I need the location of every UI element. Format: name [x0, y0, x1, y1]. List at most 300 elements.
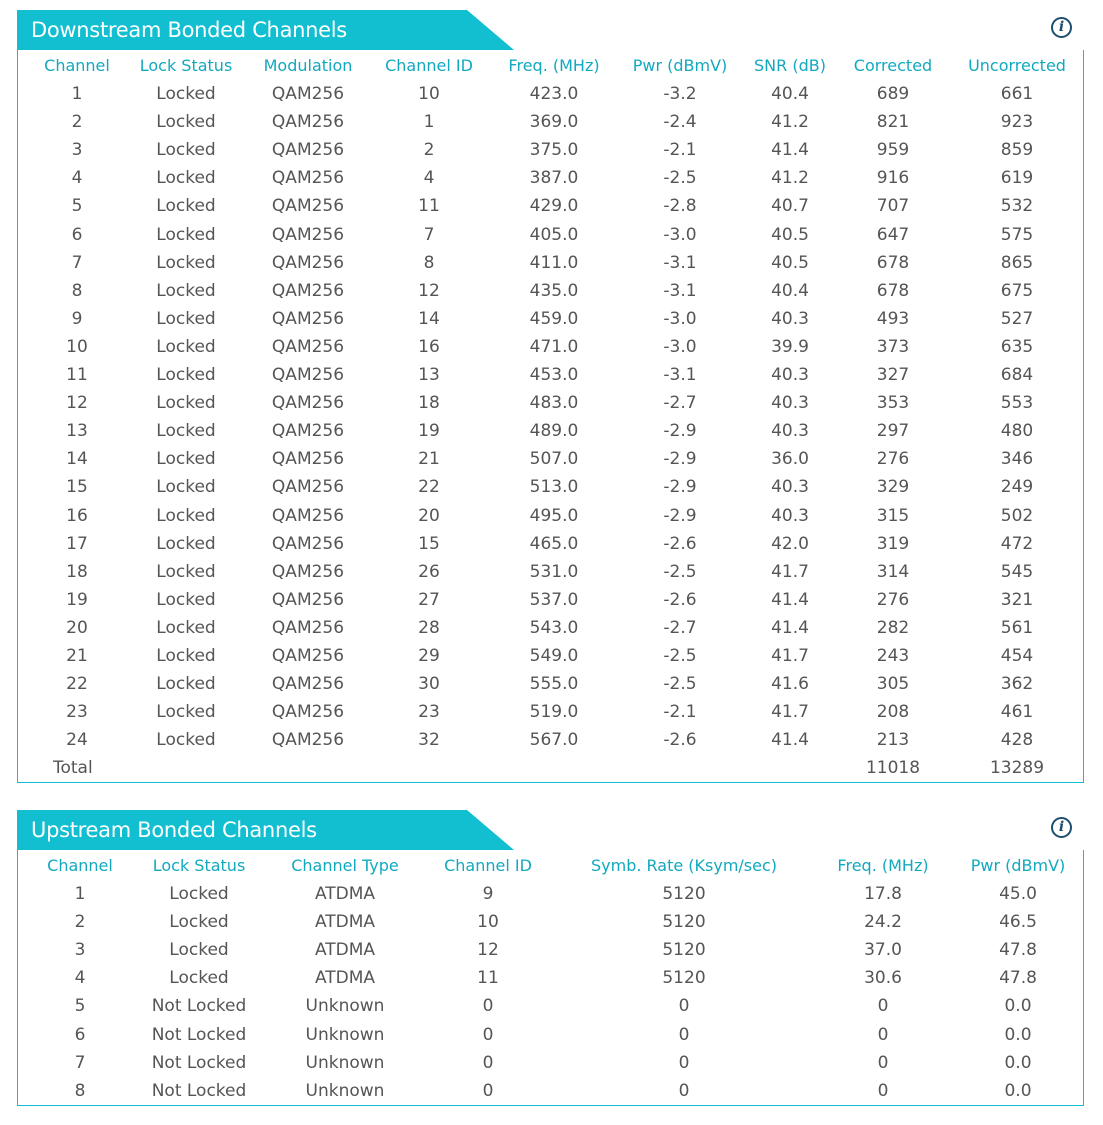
- table-cell: 0: [877, 996, 889, 1017]
- upstream-column-header: Pwr (dBmV): [970, 856, 1066, 875]
- table-cell: QAM256: [271, 730, 345, 751]
- table-row: [18, 221, 1085, 249]
- table-cell: 22: [66, 674, 88, 695]
- table-cell: -2.7: [663, 393, 697, 414]
- table-cell: -2.5: [663, 561, 697, 582]
- total-corrected: 11018: [865, 758, 921, 779]
- table-cell: Locked: [156, 308, 216, 329]
- table-cell: -2.6: [663, 533, 697, 554]
- table-cell: 41.4: [771, 617, 809, 638]
- table-cell: 678: [876, 252, 910, 273]
- table-cell: 22: [418, 477, 440, 498]
- upstream-header: [17, 810, 1084, 850]
- table-cell: 0: [482, 1024, 494, 1045]
- upstream-title: Upstream Bonded Channels: [31, 818, 317, 842]
- table-cell: ATDMA: [314, 968, 376, 989]
- table-cell: QAM256: [271, 365, 345, 386]
- table-cell: 10: [418, 84, 440, 105]
- table-cell: 553: [1000, 393, 1034, 414]
- table-cell: Not Locked: [151, 1052, 247, 1073]
- table-cell: Locked: [156, 336, 216, 357]
- table-cell: 8: [74, 1080, 86, 1101]
- table-cell: QAM256: [271, 168, 345, 189]
- table-cell: 14: [66, 449, 88, 470]
- table-cell: 435.0: [529, 280, 579, 301]
- table-cell: 527: [1000, 308, 1034, 329]
- table-row: [18, 192, 1085, 220]
- table-cell: QAM256: [271, 477, 345, 498]
- table-cell: -2.5: [663, 674, 697, 695]
- table-cell: Unknown: [305, 1052, 385, 1073]
- table-row: [18, 936, 1085, 964]
- table-cell: QAM256: [271, 617, 345, 638]
- table-cell: 41.7: [771, 645, 809, 666]
- table-cell: 40.5: [771, 224, 809, 245]
- downstream-panel: [17, 10, 1084, 783]
- table-cell: -2.9: [663, 449, 697, 470]
- table-cell: 15: [418, 533, 440, 554]
- table-cell: 282: [876, 617, 910, 638]
- table-cell: 428: [1000, 730, 1034, 751]
- table-row: [18, 908, 1085, 936]
- table-cell: 0.0: [1004, 1052, 1032, 1073]
- table-cell: 319: [876, 533, 910, 554]
- table-cell: 7: [74, 1052, 86, 1073]
- table-row: [18, 473, 1085, 501]
- table-cell: 8: [423, 252, 435, 273]
- table-cell: 0: [482, 996, 494, 1017]
- table-cell: 531.0: [529, 561, 579, 582]
- table-cell: 17: [66, 533, 88, 554]
- table-cell: 12: [418, 280, 440, 301]
- table-cell: 959: [876, 140, 910, 161]
- table-cell: 19: [418, 421, 440, 442]
- downstream-title: Downstream Bonded Channels: [31, 18, 347, 42]
- table-cell: Locked: [156, 505, 216, 526]
- table-cell: ATDMA: [314, 884, 376, 905]
- table-cell: 1: [74, 884, 86, 905]
- table-cell: 20: [418, 505, 440, 526]
- table-cell: QAM256: [271, 702, 345, 723]
- table-row: [18, 1021, 1085, 1049]
- table-cell: 12: [66, 393, 88, 414]
- table-cell: 208: [876, 702, 910, 723]
- downstream-column-header: Channel: [44, 56, 110, 75]
- downstream-grid: [18, 52, 1085, 782]
- table-cell: 213: [876, 730, 910, 751]
- table-cell: Locked: [169, 968, 229, 989]
- table-cell: 40.4: [771, 84, 809, 105]
- table-cell: 0.0: [1004, 1080, 1032, 1101]
- table-cell: Locked: [156, 224, 216, 245]
- table-cell: 5120: [662, 912, 706, 933]
- table-cell: 507.0: [529, 449, 579, 470]
- table-cell: Locked: [156, 280, 216, 301]
- table-cell: -2.7: [663, 617, 697, 638]
- table-cell: 461: [1000, 702, 1034, 723]
- table-cell: 429.0: [529, 196, 579, 217]
- table-cell: 10: [66, 336, 88, 357]
- table-cell: -2.6: [663, 589, 697, 610]
- table-cell: 2: [423, 140, 435, 161]
- total-row: [18, 754, 1085, 782]
- table-cell: 495.0: [529, 505, 579, 526]
- table-cell: Locked: [156, 168, 216, 189]
- table-cell: 32: [418, 730, 440, 751]
- table-cell: QAM256: [271, 280, 345, 301]
- table-cell: QAM256: [271, 505, 345, 526]
- table-cell: 47.8: [999, 968, 1037, 989]
- table-cell: 41.7: [771, 561, 809, 582]
- table-cell: 42.0: [771, 533, 809, 554]
- table-row: [18, 305, 1085, 333]
- table-cell: 453.0: [529, 365, 579, 386]
- table-cell: 21: [66, 645, 88, 666]
- table-cell: 483.0: [529, 393, 579, 414]
- table-cell: QAM256: [271, 674, 345, 695]
- table-cell: 11: [477, 968, 499, 989]
- table-cell: 327: [876, 365, 910, 386]
- downstream-header: [17, 10, 1084, 50]
- table-cell: 369.0: [529, 112, 579, 133]
- table-cell: 493: [876, 308, 910, 329]
- table-cell: -2.5: [663, 645, 697, 666]
- table-cell: -2.9: [663, 421, 697, 442]
- table-cell: 346: [1000, 449, 1034, 470]
- table-cell: 0: [877, 1024, 889, 1045]
- upstream-header-row: [18, 852, 1085, 880]
- table-cell: 9: [71, 308, 83, 329]
- table-cell: 19: [66, 589, 88, 610]
- table-cell: 18: [418, 393, 440, 414]
- table-cell: Not Locked: [151, 996, 247, 1017]
- table-cell: 0: [678, 1052, 690, 1073]
- downstream-column-header: Pwr (dBmV): [632, 56, 728, 75]
- table-cell: 276: [876, 589, 910, 610]
- table-cell: 16: [66, 505, 88, 526]
- table-cell: 37.0: [864, 940, 902, 961]
- table-row: [18, 136, 1085, 164]
- table-cell: Not Locked: [151, 1080, 247, 1101]
- table-cell: Locked: [156, 393, 216, 414]
- table-cell: 28: [418, 617, 440, 638]
- table-cell: 40.3: [771, 477, 809, 498]
- table-cell: QAM256: [271, 140, 345, 161]
- table-cell: 859: [1000, 140, 1034, 161]
- table-cell: 0.0: [1004, 1024, 1032, 1045]
- table-cell: 40.5: [771, 252, 809, 273]
- table-cell: 375.0: [529, 140, 579, 161]
- table-cell: 5120: [662, 940, 706, 961]
- table-cell: 9: [482, 884, 494, 905]
- table-cell: Locked: [156, 84, 216, 105]
- table-row: [18, 445, 1085, 473]
- table-cell: 707: [876, 196, 910, 217]
- table-cell: 29: [418, 645, 440, 666]
- table-cell: QAM256: [271, 308, 345, 329]
- table-cell: 519.0: [529, 702, 579, 723]
- table-cell: 567.0: [529, 730, 579, 751]
- table-cell: 36.0: [771, 449, 809, 470]
- table-row: [18, 1077, 1085, 1105]
- table-cell: 305: [876, 674, 910, 695]
- table-row: [18, 249, 1085, 277]
- table-cell: 1: [71, 84, 83, 105]
- table-cell: 353: [876, 393, 910, 414]
- table-cell: 297: [876, 421, 910, 442]
- table-cell: 41.4: [771, 140, 809, 161]
- table-cell: -2.1: [663, 140, 697, 161]
- table-cell: 923: [1000, 112, 1034, 133]
- table-cell: 5: [74, 996, 86, 1017]
- table-row: [18, 361, 1085, 389]
- downstream-header-row: [18, 52, 1085, 80]
- table-cell: -3.1: [663, 280, 697, 301]
- table-cell: Locked: [156, 730, 216, 751]
- table-cell: Locked: [169, 912, 229, 933]
- upstream-table: [17, 850, 1084, 1106]
- table-cell: 6: [71, 224, 83, 245]
- table-cell: 243: [876, 645, 910, 666]
- table-cell: QAM256: [271, 533, 345, 554]
- table-cell: QAM256: [271, 336, 345, 357]
- table-cell: 18: [66, 561, 88, 582]
- table-cell: 3: [71, 140, 83, 161]
- table-cell: Unknown: [305, 1024, 385, 1045]
- info-icon[interactable]: i: [1051, 17, 1072, 38]
- table-cell: 30: [418, 674, 440, 695]
- table-cell: QAM256: [271, 84, 345, 105]
- table-cell: 23: [66, 702, 88, 723]
- table-row: [18, 642, 1085, 670]
- table-cell: 387.0: [529, 168, 579, 189]
- table-cell: 555.0: [529, 674, 579, 695]
- table-cell: -3.2: [663, 84, 697, 105]
- table-cell: 549.0: [529, 645, 579, 666]
- table-cell: QAM256: [271, 645, 345, 666]
- table-cell: Locked: [156, 617, 216, 638]
- table-cell: QAM256: [271, 589, 345, 610]
- table-cell: Not Locked: [151, 1024, 247, 1045]
- table-cell: 40.4: [771, 280, 809, 301]
- table-cell: 4: [71, 168, 83, 189]
- table-cell: 0: [482, 1052, 494, 1073]
- upstream-column-header: Freq. (MHz): [837, 856, 929, 875]
- downstream-column-header: Lock Status: [139, 56, 233, 75]
- table-cell: 1: [423, 112, 435, 133]
- table-cell: 0: [678, 1024, 690, 1045]
- table-cell: 41.2: [771, 112, 809, 133]
- info-icon[interactable]: i: [1051, 817, 1072, 838]
- table-cell: Unknown: [305, 996, 385, 1017]
- table-cell: 619: [1000, 168, 1034, 189]
- table-cell: -2.6: [663, 730, 697, 751]
- table-cell: 0: [482, 1080, 494, 1101]
- table-cell: 5120: [662, 968, 706, 989]
- table-cell: QAM256: [271, 393, 345, 414]
- upstream-column-header: Lock Status: [152, 856, 246, 875]
- table-cell: 40.7: [771, 196, 809, 217]
- table-cell: 2: [71, 112, 83, 133]
- table-cell: 16: [418, 336, 440, 357]
- table-cell: -2.5: [663, 168, 697, 189]
- table-cell: -2.1: [663, 702, 697, 723]
- table-cell: QAM256: [271, 112, 345, 133]
- upstream-column-header: Channel ID: [444, 856, 532, 875]
- table-cell: 17.8: [864, 884, 902, 905]
- total-label: Total: [53, 758, 93, 779]
- table-cell: 39.9: [771, 336, 809, 357]
- table-row: [18, 333, 1085, 361]
- table-cell: 12: [477, 940, 499, 961]
- table-cell: Locked: [156, 365, 216, 386]
- table-cell: 678: [876, 280, 910, 301]
- table-cell: 40.3: [771, 365, 809, 386]
- table-row: [18, 164, 1085, 192]
- table-cell: Locked: [156, 112, 216, 133]
- table-cell: 459.0: [529, 308, 579, 329]
- table-cell: 6: [74, 1024, 86, 1045]
- table-cell: 30.6: [864, 968, 902, 989]
- table-cell: -3.0: [663, 224, 697, 245]
- table-row: [18, 670, 1085, 698]
- table-cell: 13: [418, 365, 440, 386]
- table-cell: -3.0: [663, 336, 697, 357]
- table-cell: 314: [876, 561, 910, 582]
- table-cell: 23: [418, 702, 440, 723]
- upstream-column-header: Symb. Rate (Ksym/sec): [590, 856, 778, 875]
- table-cell: 24: [66, 730, 88, 751]
- table-cell: 3: [74, 940, 86, 961]
- table-cell: ATDMA: [314, 940, 376, 961]
- table-cell: 26: [418, 561, 440, 582]
- downstream-column-header: Modulation: [263, 56, 353, 75]
- table-cell: -2.8: [663, 196, 697, 217]
- downstream-table: [17, 50, 1084, 783]
- table-cell: 362: [1000, 674, 1034, 695]
- table-cell: 40.3: [771, 505, 809, 526]
- table-cell: 684: [1000, 365, 1034, 386]
- table-row: [18, 558, 1085, 586]
- table-cell: 865: [1000, 252, 1034, 273]
- table-row: [18, 880, 1085, 908]
- table-cell: Locked: [156, 533, 216, 554]
- table-cell: 249: [1000, 477, 1034, 498]
- table-row: [18, 530, 1085, 558]
- table-cell: QAM256: [271, 196, 345, 217]
- table-cell: 7: [423, 224, 435, 245]
- table-cell: 480: [1000, 421, 1034, 442]
- table-cell: 8: [71, 280, 83, 301]
- table-cell: Unknown: [305, 1080, 385, 1101]
- table-cell: Locked: [156, 702, 216, 723]
- table-cell: Locked: [156, 674, 216, 695]
- total-uncorrected: 13289: [989, 758, 1045, 779]
- table-cell: 543.0: [529, 617, 579, 638]
- table-cell: 916: [876, 168, 910, 189]
- table-cell: 675: [1000, 280, 1034, 301]
- table-cell: -2.9: [663, 505, 697, 526]
- table-cell: 41.4: [771, 589, 809, 610]
- table-cell: 14: [418, 308, 440, 329]
- table-cell: 41.6: [771, 674, 809, 695]
- table-row: [18, 614, 1085, 642]
- table-row: [18, 277, 1085, 305]
- table-cell: 5: [71, 196, 83, 217]
- table-cell: 47.8: [999, 940, 1037, 961]
- table-cell: 329: [876, 477, 910, 498]
- table-cell: 41.4: [771, 730, 809, 751]
- table-cell: 661: [1000, 84, 1034, 105]
- table-cell: 321: [1000, 589, 1034, 610]
- table-cell: 465.0: [529, 533, 579, 554]
- table-cell: 41.7: [771, 702, 809, 723]
- table-cell: QAM256: [271, 561, 345, 582]
- table-cell: 0: [678, 1080, 690, 1101]
- table-cell: 0.0: [1004, 996, 1032, 1017]
- table-row: [18, 502, 1085, 530]
- table-row: [18, 586, 1085, 614]
- table-cell: 454: [1000, 645, 1034, 666]
- upstream-column-header: Channel Type: [291, 856, 399, 875]
- table-cell: ATDMA: [314, 912, 376, 933]
- table-cell: 24.2: [864, 912, 902, 933]
- table-cell: 561: [1000, 617, 1034, 638]
- table-cell: 575: [1000, 224, 1034, 245]
- table-row: [18, 698, 1085, 726]
- downstream-column-header: Freq. (MHz): [508, 56, 600, 75]
- table-cell: 2: [74, 912, 86, 933]
- table-cell: 423.0: [529, 84, 579, 105]
- downstream-column-header: SNR (dB): [754, 56, 826, 75]
- table-cell: QAM256: [271, 449, 345, 470]
- table-cell: 7: [71, 252, 83, 273]
- table-cell: -3.1: [663, 365, 697, 386]
- table-cell: 513.0: [529, 477, 579, 498]
- table-cell: Locked: [156, 477, 216, 498]
- table-cell: 537.0: [529, 589, 579, 610]
- table-cell: Locked: [169, 940, 229, 961]
- upstream-grid: [18, 852, 1085, 1105]
- table-cell: 0: [877, 1052, 889, 1073]
- table-cell: Locked: [156, 196, 216, 217]
- table-cell: -2.4: [663, 112, 697, 133]
- table-cell: 532: [1000, 196, 1034, 217]
- table-cell: 472: [1000, 533, 1034, 554]
- table-cell: 40.3: [771, 421, 809, 442]
- table-cell: QAM256: [271, 421, 345, 442]
- table-cell: 4: [74, 968, 86, 989]
- table-row: [18, 726, 1085, 754]
- table-cell: 411.0: [529, 252, 579, 273]
- table-cell: 821: [876, 112, 910, 133]
- downstream-column-header: Uncorrected: [968, 56, 1066, 75]
- table-cell: QAM256: [271, 252, 345, 273]
- table-cell: 10: [477, 912, 499, 933]
- table-cell: Locked: [156, 421, 216, 442]
- table-row: [18, 992, 1085, 1020]
- table-cell: 20: [66, 617, 88, 638]
- table-cell: 373: [876, 336, 910, 357]
- table-cell: Locked: [156, 589, 216, 610]
- table-cell: 689: [876, 84, 910, 105]
- table-cell: 545: [1000, 561, 1034, 582]
- table-cell: 502: [1000, 505, 1034, 526]
- table-cell: Locked: [156, 140, 216, 161]
- table-cell: Locked: [156, 449, 216, 470]
- table-row: [18, 964, 1085, 992]
- upstream-column-header: Channel: [47, 856, 113, 875]
